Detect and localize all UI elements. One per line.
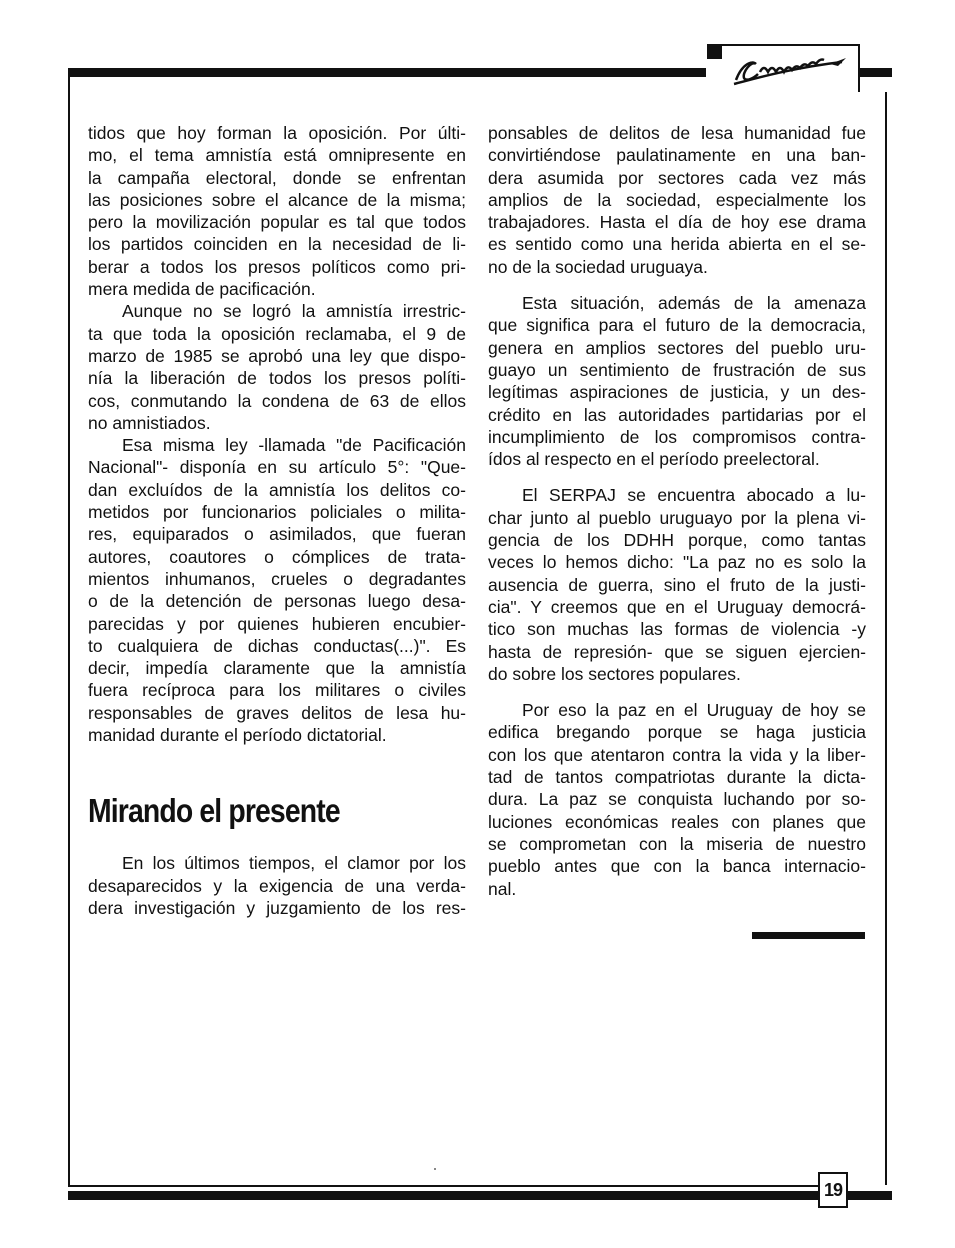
text-line: se comprometan con la miseria de nuestro (488, 833, 866, 854)
text-line: do sobre los sectores populares. (488, 663, 741, 684)
text-line: con los que atentaron contra la vida y la liber- (488, 744, 866, 765)
center-dot (434, 1168, 436, 1170)
text-line: cia". Y creemos que en el Uruguay democrá- (488, 596, 866, 617)
text-line: parecidas y por quienes hubieren encubier- (88, 613, 466, 634)
page-number: 19 (818, 1172, 848, 1208)
paragraph (88, 122, 466, 300)
text-line: char junto al pueblo uruguayo por la plena vi- (488, 507, 866, 528)
text-line: es sentido como una herida abierta en el se- (488, 234, 866, 255)
text-line: no amnistiados. (88, 412, 211, 433)
text-line: autores, coautores o cómplices de trata- (88, 546, 466, 567)
text-line: cos, conmutando la condena de 63 de ellos (88, 390, 466, 411)
text-line: to cualquiera de dichas conductas(...)". Es (88, 635, 466, 656)
bottom-rule-right (848, 1191, 892, 1200)
text-line: las posiciones sobre el alcance de la misma; (88, 189, 466, 210)
text-line: ausencia de guerra, sino el fruto de la justi- (488, 574, 866, 595)
text-line: pueblo antes que con la banca internacio- (488, 856, 866, 877)
text-line: dan excluídos de la amnistía los delitos co- (88, 479, 466, 500)
text-line: El SERPAJ se encuentra abocado a lu- (522, 485, 866, 506)
text-line: que significa para el futuro de la democracia, (488, 315, 866, 336)
text-line: amplios de la sociedad, especialmente los (488, 189, 866, 210)
text-line: edifica bregando porque se haga justicia (488, 722, 866, 743)
bottom-rule (68, 1191, 818, 1200)
right-column (488, 122, 866, 900)
text-line: Esta situación, además de la amenaza (522, 293, 866, 314)
text-line: mientos inhumanos, crueles o degradantes (88, 568, 466, 589)
text-line: hasta de represión- que se siguen ejercien- (488, 641, 866, 662)
paragraph (488, 484, 866, 685)
text-line: desaparecidos y la exigencia de una verda- (88, 875, 466, 896)
text-line: mera medida de pacificación. (88, 279, 316, 300)
text-line: nía la liberación de todos los presos políti- (88, 368, 466, 389)
text-line: Nacional"- disponía en su artículo 5°: "Que- (88, 457, 466, 478)
text-line: dera asumida por sectores cada vez más (488, 167, 866, 188)
text-line: manidad durante el período dictatorial. (88, 725, 387, 746)
paragraph (88, 852, 466, 919)
text-line: convirtiéndose paulatinamente en una ban- (488, 145, 866, 166)
text-line: luciones económicas reales con planes que (488, 811, 866, 832)
text-line: Por eso la paz en el Uruguay de hoy se (522, 700, 866, 721)
cuadernos-logo (730, 50, 850, 88)
bottom-border (68, 1185, 818, 1187)
text-line: marzo de 1985 se aprobó una ley que dispo- (88, 345, 466, 366)
paragraph (88, 300, 466, 434)
text-line: res, equiparados o asimilados, que fueran (88, 524, 466, 545)
text-line: la campaña electoral, donde se enfrentan (88, 167, 466, 188)
text-line: los partidos coinciden en la necesidad de li- (88, 234, 466, 255)
top-rule (68, 68, 706, 77)
text-line: ta que toda la oposición reclamaba, el 9 de (88, 323, 466, 344)
end-of-article-mark (752, 932, 865, 939)
top-rule-right (860, 68, 892, 77)
text-line: guayo un sentimiento de frustración de sus (488, 359, 866, 380)
text-line: metidos por funcionarios policiales o milita- (88, 502, 466, 523)
text-line: tidos que hoy forman la oposición. Por últi- (88, 123, 466, 143)
section-heading: Mirando el presente (88, 792, 340, 830)
text-line: dera investigación y juzgamiento de los res- (88, 897, 466, 918)
paragraph (488, 699, 866, 900)
text-line: ídos al respecto en el período preelectoral. (488, 449, 820, 470)
paragraph (88, 434, 466, 746)
text-line: dura. La paz se conquista luchando por so- (488, 789, 866, 810)
text-line: trabajadores. Hasta el día de hoy ese drama (488, 212, 866, 233)
text-line: Esa misma ley -llamada "de Pacificación (122, 435, 466, 456)
text-line: En los últimos tiempos, el clamor por los (122, 853, 466, 874)
paragraph (488, 122, 866, 278)
text-line: ponsables de delitos de lesa humanidad fue (488, 123, 866, 143)
paragraph (488, 292, 866, 470)
text-line: pero la movilización popular es tal que todos (88, 212, 466, 233)
text-line: nal. (488, 878, 517, 899)
text-line: incumplimiento de los compromisos contra- (488, 426, 866, 447)
text-line: veces lo hemos dicho: "La paz no es solo la (488, 552, 866, 573)
text-line: berar a todos los presos políticos como pri- (88, 256, 466, 277)
text-line: responsables de graves delitos de lesa hu- (88, 702, 466, 723)
header-square-icon (707, 44, 722, 59)
text-line: fuera recíproca para los militares o civiles (88, 680, 466, 701)
text-line: genera en amplios sectores del pueblo uru- (488, 337, 866, 358)
left-border (68, 77, 70, 1187)
text-line: crédito en las autoridades partidarias por el (488, 404, 866, 425)
text-line: no de la sociedad uruguaya. (488, 256, 708, 277)
text-line: o de la detención de personas luego desa- (88, 591, 466, 612)
text-line: legítimas aspiraciones de justicia, y un des- (488, 382, 866, 403)
text-line: tico son muchas las formas de violencia -y (488, 619, 866, 640)
left-column (88, 122, 466, 919)
text-line: decir, impedía claramente que la amnistía (88, 658, 466, 679)
right-border (885, 92, 887, 1185)
text-line: tad de tantos compatriotas durante la dicta- (488, 767, 866, 788)
text-line: mo, el tema amnistía está omnipresente en (88, 145, 466, 166)
text-line: gencia de los DDHH porque, como tantas (488, 530, 866, 551)
text-line: Aunque no se logró la amnistía irrestric- (122, 301, 466, 322)
